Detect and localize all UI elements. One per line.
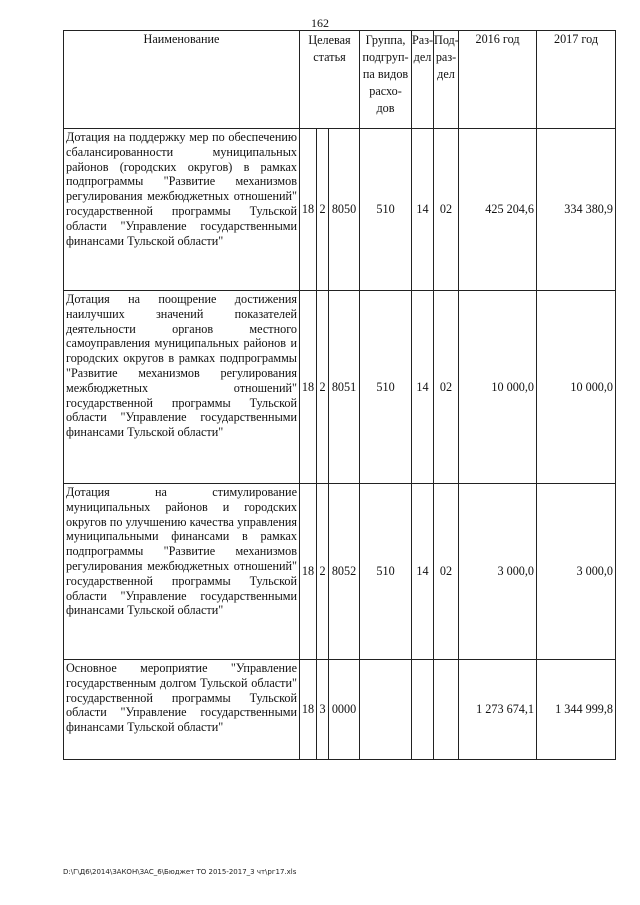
- amount-2016: 10 000,0: [459, 291, 537, 484]
- header-section: [412, 31, 434, 129]
- table-row: [64, 660, 616, 760]
- group-code: 510: [360, 484, 412, 660]
- row-name: Дотация на поощрение достижения наилучших значений показателей деятельности органов местного самоуправления муниципальных районов и городских округов в рамках подпрограммы "Развитие механизмов регулирования межбюджетных отношений" государственной программы Тульской области "Управление государственными финансами Тульской области": [64, 291, 300, 484]
- amount-2016: 3 000,0: [459, 484, 537, 660]
- header-2017: 2017 год: [537, 31, 616, 129]
- subsection-code: 02: [434, 484, 459, 660]
- table-row: [64, 484, 616, 660]
- row-name: Дотация на поддержку мер по обеспечению сбалансированности муниципальных районов (городских округов) в рамках подпрограммы "Развитие механизмов регулирования межбюджетных отношений" государственной программы Тульской области "Управление государственными финансами Тульской области": [64, 129, 300, 291]
- table-row: [64, 129, 616, 291]
- header-target: [300, 31, 360, 129]
- header-subsection-text: Под-раз-дел: [434, 33, 459, 81]
- target-code-1: 18: [300, 660, 317, 760]
- target-code-3: 8052: [329, 484, 360, 660]
- amount-2016: 1 273 674,1: [459, 660, 537, 760]
- group-code: 510: [360, 129, 412, 291]
- table-row: [64, 291, 616, 484]
- header-name: Наименование: [64, 31, 300, 129]
- header-group: [360, 31, 412, 129]
- header-row: [64, 31, 616, 129]
- target-code-1: 18: [300, 484, 317, 660]
- section-code: 14: [412, 129, 434, 291]
- section-code: 14: [412, 291, 434, 484]
- target-code-2: 2: [317, 484, 329, 660]
- file-path-footer: D:\Г\Д6\2014\ЗАКОН\ЗАС_6\Бюджет ТО 2015-2017_3 чт\рг17.xls: [63, 868, 297, 876]
- row-name: Основное мероприятие "Управление государственным долгом Тульской области" государственной программы Тульской области "Управление государственными финансами Тульской области": [64, 660, 300, 760]
- subsection-code: 02: [434, 129, 459, 291]
- header-section-text: Раз-дел: [412, 33, 434, 64]
- amount-2017: 334 380,9: [537, 129, 616, 291]
- header-target-text: Целевая статья: [308, 33, 351, 64]
- target-code-3: 8051: [329, 291, 360, 484]
- target-code-2: 2: [317, 129, 329, 291]
- section-code: [412, 660, 434, 760]
- header-group-text: Группа, подгруп-па видов расхо-дов: [362, 33, 409, 115]
- amount-2016: 425 204,6: [459, 129, 537, 291]
- target-code-1: 18: [300, 129, 317, 291]
- amount-2017: 10 000,0: [537, 291, 616, 484]
- row-name: Дотация на стимулирование муниципальных районов и городских округов по улучшению качества управления муниципальными финансами в рамках подпрограммы "Развитие механизмов регулирования межбюджетных отношений" государственной программы Тульской области "Управление государственными финансами Тульской области": [64, 484, 300, 660]
- header-subsection: [434, 31, 459, 129]
- amount-2017: 1 344 999,8: [537, 660, 616, 760]
- header-2016: 2016 год: [459, 31, 537, 129]
- subsection-code: [434, 660, 459, 760]
- target-code-2: 3: [317, 660, 329, 760]
- page-number: 162: [311, 16, 329, 30]
- target-code-3: 8050: [329, 129, 360, 291]
- amount-2017: 3 000,0: [537, 484, 616, 660]
- group-code: 510: [360, 291, 412, 484]
- budget-table: [63, 30, 616, 760]
- target-code-1: 18: [300, 291, 317, 484]
- subsection-code: 02: [434, 291, 459, 484]
- section-code: 14: [412, 484, 434, 660]
- target-code-3: 0000: [329, 660, 360, 760]
- target-code-2: 2: [317, 291, 329, 484]
- group-code: [360, 660, 412, 760]
